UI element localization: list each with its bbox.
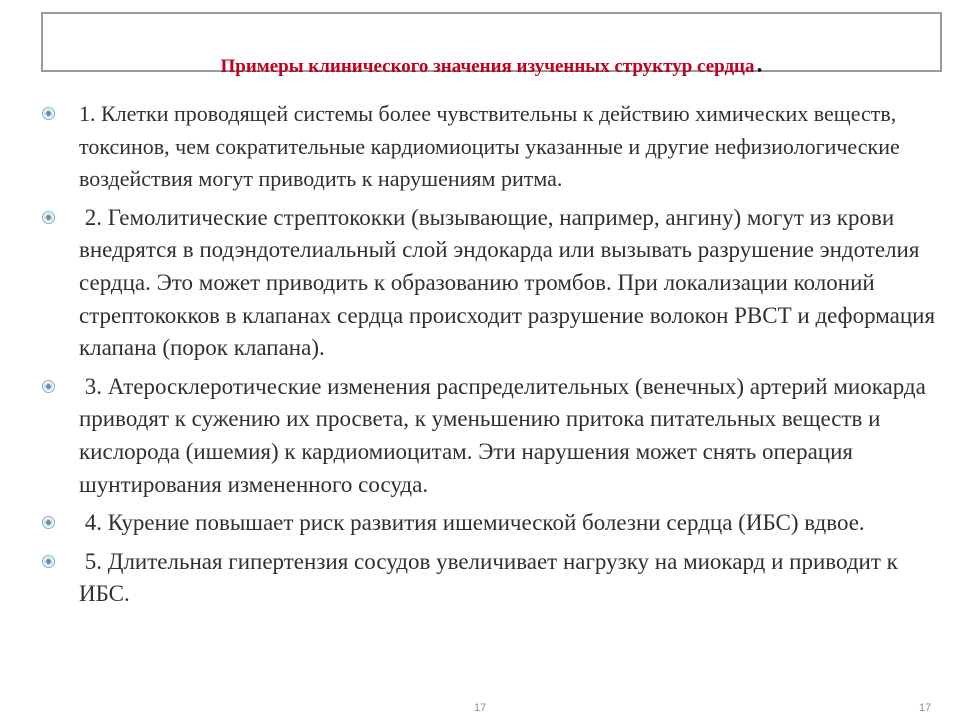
circle-bullet-icon [42, 516, 55, 529]
bullet-item [42, 98, 952, 196]
bullet-text: 2. Гемолитические стрептококки (вызывающие, например, ангину) могут из крови внедрятся в подэндотелиальный слой эндокарда или вызывать разрушение эндотелия сердца. Это может приводить к образованию тромбов. При локализации колоний стрептококков в клапанах сердца происходит разрушение волокон РВСТ и деформация клапана (порок клапана). [79, 204, 941, 361]
bullet-item [42, 371, 952, 501]
slide-title-box [41, 12, 942, 78]
circle-bullet-icon [42, 107, 55, 120]
bullet-item [42, 546, 952, 611]
slide-title-text: Примеры клинического значения изученных структур сердца [220, 56, 755, 77]
circle-bullet-icon [42, 380, 55, 393]
circle-bullet-icon [42, 555, 55, 568]
circle-bullet-icon [42, 211, 55, 224]
bullet-text: 5. Длительная гипертензия сосудов увеличивает нагрузку на миокард и приводит к ИБС. [79, 548, 904, 607]
bullet-item [42, 202, 952, 365]
page-number-center: 17 [474, 702, 487, 714]
page-number-right: 17 [919, 702, 932, 714]
bullet-text: 4. Курение повышает риск развития ишемической болезни сердца (ИБС) вдвое. [79, 510, 865, 536]
slide-title [43, 52, 940, 79]
bullet-text: 3. Атеросклеротические изменения распределительных (венечных) артерий миокарда приводят к сужению их просвета, к уменьшению притока питательных веществ и кислорода (ишемия) к кардиомиоцитам. Эти нарушения может снять операция шунтирования измененного сосуда. [79, 373, 932, 497]
bullet-text: 1. Клетки проводящей системы более чувствительны к действию химических веществ, токсинов, чем сократительные кардиомиоциты указанные и другие нефизиологические воздействия могут приводить к нарушениям ритма. [79, 101, 906, 192]
bullet-list [42, 98, 952, 617]
bullet-item [42, 507, 952, 540]
slide-title-dot: . [756, 52, 763, 78]
